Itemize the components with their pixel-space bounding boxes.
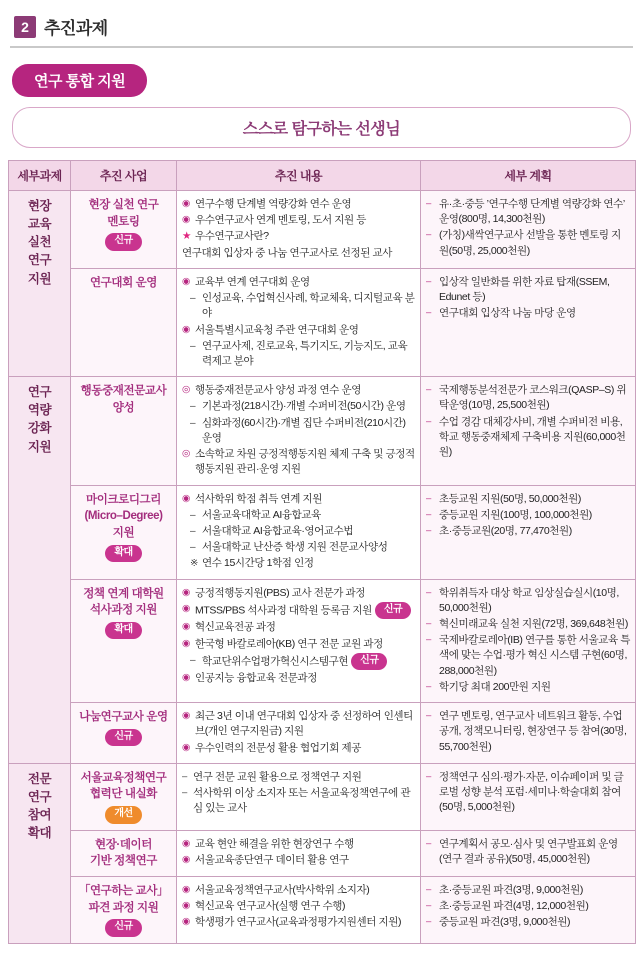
bullet-marker: – (426, 384, 431, 396)
content-line-item (182, 770, 415, 785)
section-title: 추진과제 (44, 19, 108, 38)
plan-cell (421, 377, 636, 485)
status-badge: 신규 (375, 602, 411, 620)
table-row (9, 191, 636, 269)
plan-line-item (426, 197, 630, 227)
bullet-marker: – (426, 508, 431, 520)
content-line-text: 연수 15시간당 1학점 인정 (202, 557, 314, 570)
bullet-marker: – (426, 307, 431, 319)
content-line-text: 긍정적행동지원(PBS) 교사 전문가 과정 (195, 586, 365, 599)
plan-line-item (426, 837, 630, 867)
content-line-text: 심화과정(60시간)·개별 집단 수퍼비전(210시간) 운영 (202, 416, 406, 444)
table-row (9, 703, 636, 764)
plan-line-text: 초등교원 지원(50명, 50,000천원) (439, 492, 582, 505)
plan-line-text: 중등교원 지원(100명, 100,000천원) (439, 508, 592, 521)
content-line (182, 275, 415, 369)
slogan-banner: 스스로 탐구하는 선생님 (12, 107, 631, 148)
content-line-item (182, 837, 415, 852)
plan-line-item (426, 883, 630, 898)
bullet-marker: – (182, 770, 187, 782)
plan-line-text: 연구대회 입상작 나눔 마당 운영 (439, 307, 576, 320)
category-cell: 연구 역량 강화 지원 (9, 377, 71, 764)
bullet-marker: – (190, 417, 196, 429)
bullet-marker: ◉ (182, 275, 190, 287)
table-header-row (9, 161, 636, 191)
bullet-marker: – (426, 618, 431, 630)
plan-table (8, 160, 636, 944)
project-cell: 「연구하는 교사」 파견 과정 지원 신규 (71, 876, 177, 943)
content-line-item (182, 383, 415, 398)
project-cell: 정책 연계 대학원 석사과정 지원 확대 (71, 579, 177, 703)
pill-row (12, 64, 635, 97)
plan-cell (421, 268, 636, 376)
content-line-item (182, 653, 415, 671)
content-cell (177, 377, 421, 485)
plan-line-item (426, 617, 630, 632)
plan-line (426, 770, 630, 816)
content-line-text: 혁신교육전공 과정 (195, 621, 276, 634)
section-header (14, 14, 635, 39)
content-line (182, 197, 415, 261)
plan-line-item (426, 415, 630, 461)
table-row (9, 268, 636, 376)
table-row (9, 763, 636, 830)
content-line-item (182, 586, 415, 601)
bullet-marker: ◉ (182, 710, 190, 722)
bullet-marker: ◉ (182, 214, 190, 226)
content-line-item (182, 540, 415, 555)
content-line-item (182, 275, 415, 290)
status-badge: 개선 (105, 806, 141, 824)
bullet-marker: – (426, 680, 431, 692)
bullet-marker: – (426, 634, 431, 646)
bullet-marker: ◎ (182, 448, 190, 460)
header-divider (10, 46, 633, 48)
plan-line-text: 국제바칼로레아(IB) 연구를 통한 서울교육 특색에 맞는 수업·평가 혁신 시스템 구현(60명, 288,000천원) (439, 634, 631, 677)
plan-line (426, 197, 630, 259)
content-line-text: 우수연구교사 연계 멘토링, 도서 지원 등 (195, 214, 366, 227)
content-line-item (182, 602, 415, 620)
bullet-marker: – (426, 916, 431, 928)
content-line-item (182, 447, 415, 477)
content-line-text: 서울대학교 AI융합교육·영어교수법 (202, 524, 354, 537)
content-line (182, 883, 415, 931)
plan-cell (421, 191, 636, 269)
content-line-text: 학교단위수업평가혁신시스템구현 (202, 655, 349, 668)
content-line-text: 서울특별시교육청 주관 연구대회 운영 (195, 323, 359, 336)
slogan-row (12, 107, 631, 148)
content-line-text: 연구수행 단계별 역량강화 연수 운영 (195, 198, 352, 210)
content-line-text: 우수연구교사란? (195, 230, 269, 243)
plan-line-item (426, 680, 630, 695)
content-line-text: 서울교육정책연구교사(박사학위 소지자) (195, 883, 370, 896)
plan-line-text: 정책연구 심의·평가·자문, 이슈페이퍼 및 글로벌 성향 분석 포럼·세미나·학술대회 참여 (50명, 5,000천원) (439, 770, 624, 814)
content-line-item (182, 899, 415, 914)
plan-cell (421, 763, 636, 830)
project-cell: 마이크로디그리 (Micro–Degree) 지원 확대 (71, 485, 177, 579)
project-cell: 서울교육정책연구 협력단 내실화 개선 (71, 763, 177, 830)
content-line-text: MTSS/PBS 석사과정 대학원 등록금 지원 (195, 604, 372, 617)
content-line-text: 소속학교 차원 긍정적행동지원 체제 구축 및 긍정적행동지원 관리·운영 지원 (195, 448, 415, 476)
bullet-marker: – (426, 229, 431, 241)
plan-line-item (426, 915, 630, 930)
plan-line-text: 초·중등교원 파견(4명, 12,000천원) (439, 900, 589, 913)
content-line-item (182, 229, 415, 244)
plan-line-text: 초·중등교원 파견(3명, 9,000천원) (439, 883, 583, 896)
content-line-text: 교육 현안 해결을 위한 현장연구 수행 (195, 837, 354, 850)
bullet-marker: – (190, 509, 196, 521)
table-row (9, 485, 636, 579)
bullet-marker: – (426, 883, 431, 895)
plan-line-text: 연구 멘토링, 연구교사 네트워크 활동, 수업공개, 정책모니터링, 현장연구 등 참여(30명, 55,700천원) (439, 710, 627, 753)
bullet-marker: ★ (182, 230, 192, 243)
plan-line (426, 883, 630, 931)
content-line-item (182, 853, 415, 868)
plan-line (426, 586, 630, 696)
plan-line-item (426, 492, 630, 507)
plan-line-item (426, 709, 630, 755)
content-line (182, 709, 415, 756)
plan-line-item (426, 524, 630, 539)
content-line-item (182, 197, 415, 212)
plan-line (426, 709, 630, 755)
status-badge: 신규 (105, 729, 141, 747)
bullet-marker: ※ (190, 558, 198, 570)
project-cell: 연구대회 운영 (71, 268, 177, 376)
plan-cell (421, 485, 636, 579)
bullet-marker: – (426, 492, 431, 504)
bullet-marker: – (190, 401, 196, 413)
bullet-marker: – (182, 787, 187, 798)
content-line-item (182, 291, 415, 321)
plan-line (426, 492, 630, 540)
content-line-text: 행동중재전문교사 양성 과정 연수 운영 (195, 384, 361, 397)
content-line-text: 석사학위 학점 취득 연계 지원 (195, 492, 322, 505)
content-line-item (182, 786, 415, 816)
bullet-marker: ◉ (182, 323, 190, 335)
bullet-marker: – (426, 275, 431, 287)
bullet-marker: ◉ (182, 853, 190, 865)
bullet-marker: ◉ (182, 916, 190, 928)
plan-cell (421, 876, 636, 943)
bullet-marker: ◎ (182, 384, 190, 396)
content-line-text: 혁신교육 연구교사(실행 연구 수행) (195, 900, 346, 913)
content-line-text: 최근 3년 이내 연구대회 입상자 중 선정하여 인센티브(개인 연구지원금) 지원 (195, 710, 413, 738)
content-line-item (182, 709, 415, 739)
content-line-item (182, 915, 415, 930)
content-line-text: 서울교육종단연구 데이터 활용 연구 (195, 853, 349, 866)
plan-line-text: 수업 경감 대체강사비, 개별 수퍼비전 비용, 학교 행동중재체제 구축비용 지원(60,000천원) (439, 415, 626, 459)
plan-line-text: 입상작 일반화를 위한 자료 탑재(SSEM, Edunet 등) (439, 275, 610, 304)
plan-line-item (426, 586, 630, 616)
content-line-text: 기본과정(218시간)·개별 수퍼비전(50시간) 운영 (202, 400, 406, 413)
content-line-item (182, 323, 415, 338)
table-row (9, 579, 636, 703)
content-line (182, 383, 415, 477)
section-number: 2 (14, 16, 36, 38)
content-line-item (182, 246, 415, 261)
topic-pill: 연구 통합 지원 (12, 64, 147, 97)
content-line-text: 서울교육대학교 AI융합교육 (202, 508, 321, 521)
content-line (182, 586, 415, 687)
content-line-text: 연구대회 입상자 중 나눔 연구교사로 선정된 교사 (182, 246, 392, 259)
plan-line-text: 유·초·중등 ’연구수행 단계별 역량강화 연수’ 운영(800명, 14,300천원) (439, 198, 625, 226)
plan-line-text: 연구계획서 공모·심사 및 연구발표회 운영(연구 결과 공유)(50명, 45,000천원) (439, 837, 618, 865)
plan-line-item (426, 306, 630, 321)
content-line-item (182, 883, 415, 898)
content-line-item (182, 671, 415, 686)
content-cell (177, 485, 421, 579)
content-line-text: 연구교사제, 진로교육, 특기지도, 기능지도, 교육력제고 분야 (202, 339, 408, 367)
content-line-text: 학생평가 연구교사(교육과정평가지원센터 지원) (195, 916, 402, 929)
plan-line-text: 혁신미래교육 실천 지원(72명, 369,648천원) (439, 618, 628, 631)
bullet-marker: ◉ (182, 672, 190, 684)
bullet-marker: ◉ (182, 637, 190, 649)
plan-line-item (426, 508, 630, 523)
plan-line-item (426, 770, 630, 816)
status-badge: 신규 (105, 919, 141, 937)
plan-line-text: 국제행동분석전문가 코스워크(QASP–S) 위탁운영(10명, 25,500천원) (439, 384, 627, 412)
content-line-text: 우수인력의 전문성 활용 협업기회 제공 (195, 741, 361, 754)
content-line-item (182, 399, 415, 414)
content-line-item (182, 556, 415, 571)
bullet-marker: ◉ (182, 586, 190, 598)
status-badge: 확대 (105, 622, 141, 640)
bullet-marker: – (426, 900, 431, 912)
bullet-marker: – (426, 524, 431, 536)
content-line-item (182, 508, 415, 523)
bullet-marker: ◉ (182, 621, 190, 633)
project-cell: 현장 실천 연구 멘토링 신규 (71, 191, 177, 269)
plan-cell (421, 830, 636, 876)
bullet-marker: – (190, 293, 196, 305)
plan-line-item (426, 899, 630, 914)
table-body (9, 191, 636, 944)
status-badge: 신규 (351, 653, 387, 671)
bullet-marker: ◉ (182, 492, 190, 504)
bullet-marker: – (190, 542, 196, 554)
content-line-text: 연구 전문 교원 활용으로 정책연구 지원 (193, 770, 362, 783)
plan-line-item (426, 275, 630, 305)
bullet-marker: ◉ (182, 883, 190, 895)
table-row (9, 830, 636, 876)
content-line-text: 석사학위 이상 소지자 또는 서울교육정책연구에 관심 있는 교사 (193, 787, 411, 815)
plan-line (426, 275, 630, 322)
content-line-text: 인공지능 융합교육 전문과정 (195, 672, 317, 685)
plan-cell (421, 579, 636, 703)
bullet-marker: – (190, 654, 196, 666)
table-row (9, 377, 636, 485)
content-line-item (182, 620, 415, 635)
plan-line-text: (가칭)새싹연구교사 선발을 통한 멘토링 지원(50명, 25,000천원) (439, 229, 621, 257)
col-header-plan: 세부 계획 (421, 161, 636, 191)
col-header-content: 추진 내용 (177, 161, 421, 191)
status-badge: 신규 (105, 233, 141, 251)
plan-line-text: 중등교원 파견(3명, 9,000천원) (439, 916, 571, 929)
content-cell (177, 191, 421, 269)
content-line-item (182, 741, 415, 756)
content-cell (177, 268, 421, 376)
content-line-text: 인성교육, 수업혁신사례, 학교체육, 디지털교육 분야 (202, 292, 415, 320)
category-cell: 전문 연구 참여 확대 (9, 763, 71, 943)
project-cell: 나눔연구교사 운영 신규 (71, 703, 177, 764)
table-row (9, 876, 636, 943)
content-cell (177, 763, 421, 830)
plan-line (426, 837, 630, 867)
bullet-marker: – (426, 586, 431, 598)
plan-line-text: 초·중등교원(20명, 77,470천원) (439, 524, 572, 537)
col-header-subtask: 세부과제 (9, 161, 71, 191)
content-line-item (182, 339, 415, 369)
bullet-marker: ◉ (182, 741, 190, 753)
content-cell (177, 876, 421, 943)
content-line-item (182, 492, 415, 507)
plan-cell (421, 703, 636, 764)
bullet-marker: – (190, 525, 196, 537)
content-cell (177, 579, 421, 703)
bullet-marker: – (426, 710, 431, 722)
content-line-item (182, 637, 415, 652)
plan-line-text: 학위취득자 대상 학교 임상실습실시(10명, 50,000천원) (439, 586, 619, 614)
bullet-marker: – (426, 415, 431, 427)
bullet-marker: ◉ (182, 837, 190, 849)
plan-line-item (426, 383, 630, 413)
category-cell: 현장 교육 실천 연구 지원 (9, 191, 71, 377)
bullet-marker: ◉ (182, 198, 190, 209)
content-line (182, 492, 415, 572)
content-line-text: 한국형 바칼로레아(KB) 연구 전문 교원 과정 (195, 637, 383, 650)
content-line-text: 서울대학교 난산증 학생 지원 전문교사양성 (202, 541, 388, 554)
bullet-marker: ◉ (182, 602, 190, 614)
col-header-project: 추진 사업 (71, 161, 177, 191)
content-line-item (182, 524, 415, 539)
content-line-text: 교육부 연계 연구대회 운영 (195, 275, 310, 288)
content-cell (177, 703, 421, 764)
bullet-marker: – (426, 837, 431, 849)
bullet-marker: – (190, 340, 196, 352)
status-badge: 확대 (105, 545, 141, 563)
project-cell: 행동중재전문교사 양성 (71, 377, 177, 485)
bullet-marker: ◉ (182, 900, 190, 912)
plan-line-item (426, 633, 630, 679)
content-line-item (182, 416, 415, 446)
bullet-marker: – (426, 198, 431, 209)
plan-line-item (426, 228, 630, 258)
content-cell (177, 830, 421, 876)
content-line (182, 770, 415, 817)
plan-line (426, 383, 630, 460)
bullet-marker: – (426, 770, 431, 782)
project-cell: 현장·데이터 기반 정책연구 (71, 830, 177, 876)
content-line (182, 837, 415, 868)
content-line-item (182, 213, 415, 228)
plan-line-text: 학기당 최대 200만원 지원 (439, 680, 551, 693)
